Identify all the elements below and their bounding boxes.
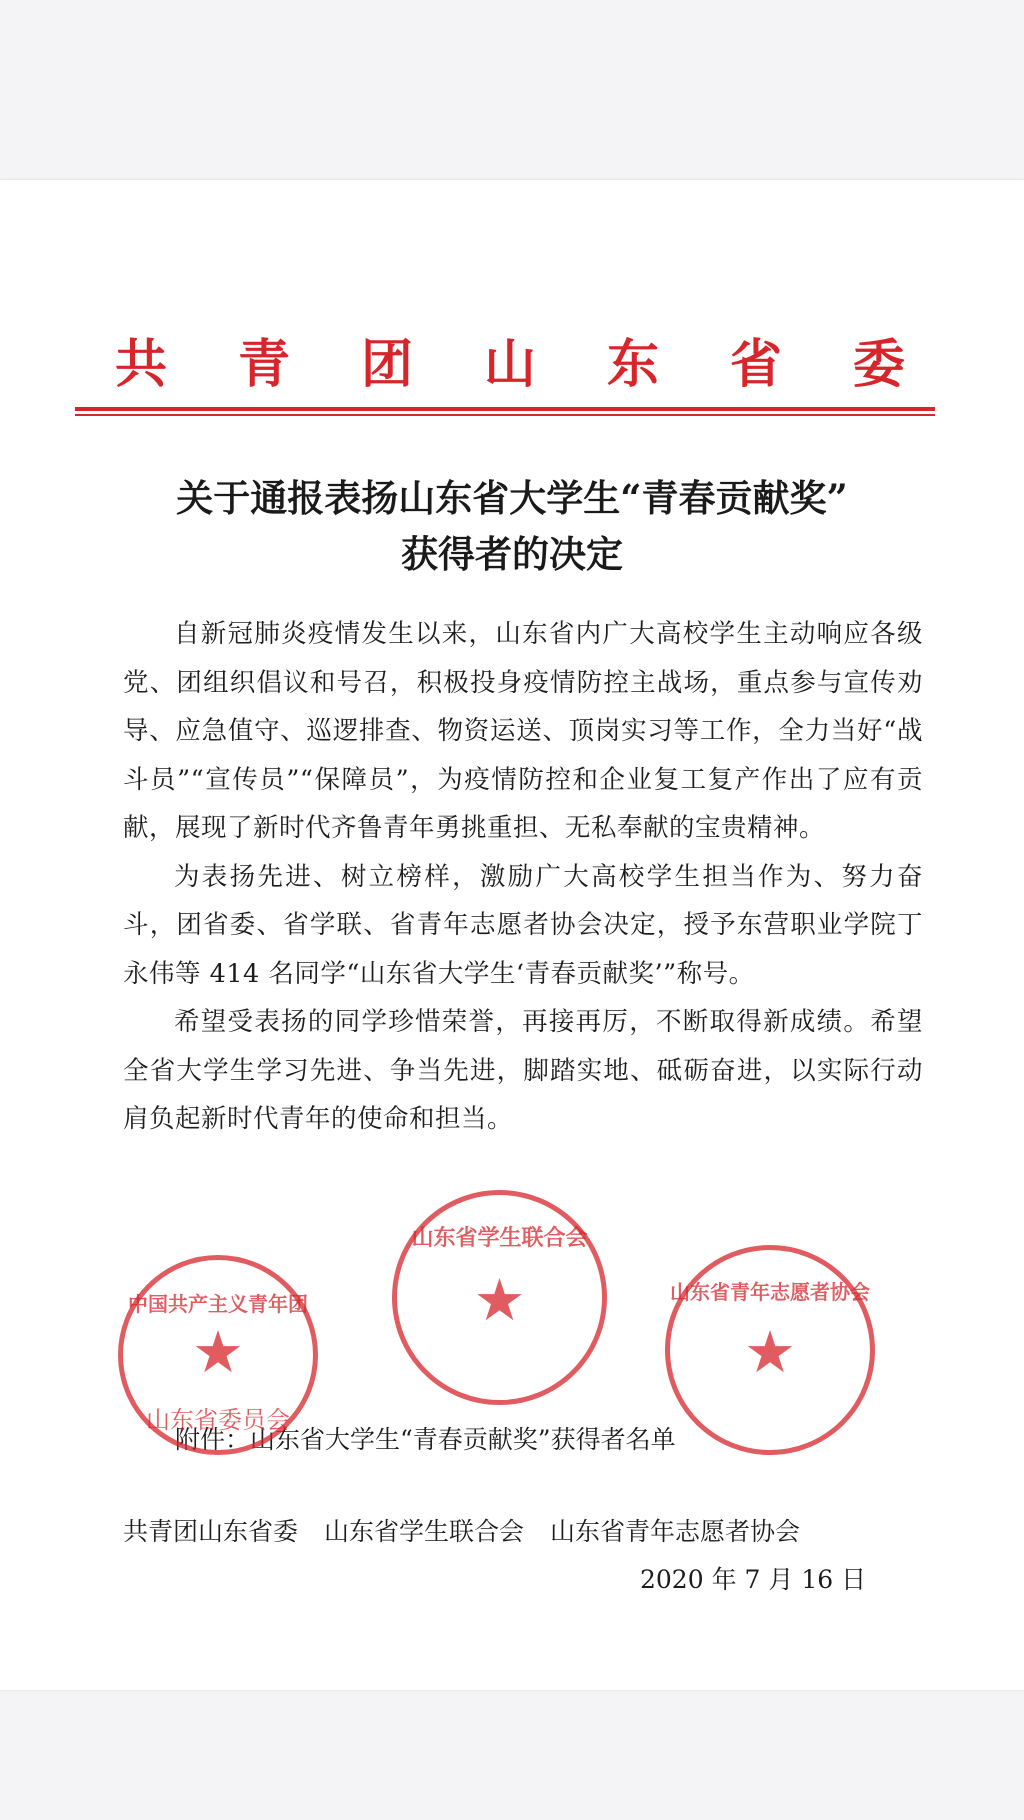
header-char: 东 [606,334,659,395]
header-divider [75,407,935,416]
star-icon: ★ [192,1318,244,1386]
title-line-2: 获得者的决定 [401,532,623,576]
title-line-1: 关于通报表扬山东省大学生“青春贡献奖” [176,476,848,520]
document-page [0,180,1024,1690]
body-paragraph: 希望受表扬的同学珍惜荣誉，再接再厉，不断取得新成绩。希望全省大学生学习先进、争当先进，脚踏实地、砥砺奋进，以实际行动肩负起新时代青年的使命和担当。 [123,1007,923,1134]
body-paragraph: 自新冠肺炎疫情发生以来，山东省内广大高校学生主动响应各级党、团组织倡议和号召，积极投身疫情防控主战场，重点参与宣传劝导、应急值守、巡逻排查、物资运送、顶岗实习等工作，全力当好“战斗员”“宣传员”“保障员”，为疫情防控和企业复工复产作出了应有贡献，展现了新时代齐鲁青年勇挑重担、无私奉献的宝贵精神。 [123,619,923,843]
attachment-note: 附件：山东省大学生“青春贡献奖”获得者名单 [175,1425,676,1454]
signatory: 共青团山东省委 [123,1517,299,1546]
star-icon: ★ [473,1266,526,1334]
header-char: 共 [115,334,168,395]
header-char: 委 [852,334,905,395]
issuing-org-header [115,335,905,395]
seal-volunteer-association [665,1245,875,1455]
signatory: 山东省青年志愿者协会 [549,1517,800,1546]
seal-student-union [392,1190,607,1405]
star-icon: ★ [744,1318,796,1386]
body-paragraph: 为表扬先进、树立榜样，激励广大高校学生担当作为、努力奋斗，团省委、省学联、省青年志愿者协会决定，授予东营职业学院丁永伟等 414 名同学“山东省大学生‘青春贡献奖’”称号。 [123,861,923,989]
document-title [100,470,924,582]
header-char: 团 [360,334,413,395]
header-char: 山 [483,334,536,395]
seal-inner-text: 山东省委员会 [146,1406,290,1434]
issue-date: 2020 年 7 月 16 日 [640,1565,867,1594]
signatory: 山东省学生联合会 [323,1517,524,1546]
header-char: 青 [237,334,290,395]
signatory-list [123,1512,923,1552]
seal-arc-text: 中国共产主义青年团 [128,1292,308,1316]
top-bar [0,0,1024,178]
bottom-bar [0,1692,1024,1820]
seal-arc-text: 山东省青年志愿者协会 [670,1280,870,1304]
seal-league-committee [118,1255,318,1455]
header-char: 省 [729,334,782,395]
document-body [123,610,923,1144]
seal-arc-text: 山东省学生联合会 [411,1226,588,1251]
